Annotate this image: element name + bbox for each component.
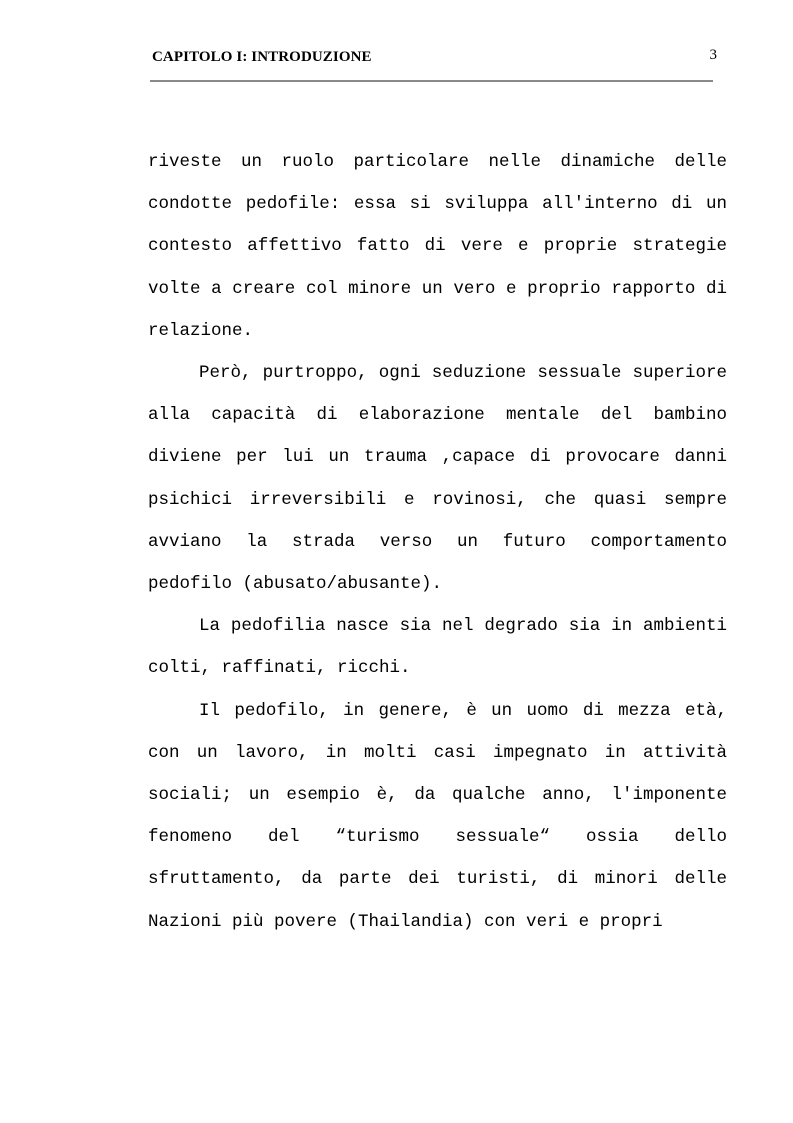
paragraph: riveste un ruolo particolare nelle dinamiche delle condotte pedofile: essa si sviluppa all'interno di un contesto affettivo fatto di vere e proprie strategie volte a creare col minore un vero e proprio rapporto di relazione.	[148, 152, 727, 341]
page-header	[150, 44, 717, 82]
page-number: 3	[709, 47, 717, 63]
paragraph: La pedofilia nasce sia nel degrado sia in ambienti colti, raffinati, ricchi.	[148, 616, 727, 679]
body-text	[148, 141, 727, 943]
chapter-title: CAPITOLO I: INTRODUZIONE	[152, 49, 372, 65]
paragraph: Il pedofilo, in genere, è un uomo di mezza età, con un lavoro, in molti casi impegnato in attività sociali; un esempio è, da qualche anno, l'imponente fenomeno del “turismo sessuale“ ossia dello sfruttamento, da parte dei turisti, di minori delle Nazioni più povere (Thailandia) con veri e propri	[148, 700, 727, 932]
paragraph: Però, purtroppo, ogni seduzione sessuale superiore alla capacità di elaborazione mentale del bambino diviene per lui un trauma ,capace di provocare danni psichici irreversibili e rovinosi, che quasi sempre avviano la strada verso un futuro comportamento pedofilo (abusato/abusante).	[148, 363, 727, 595]
